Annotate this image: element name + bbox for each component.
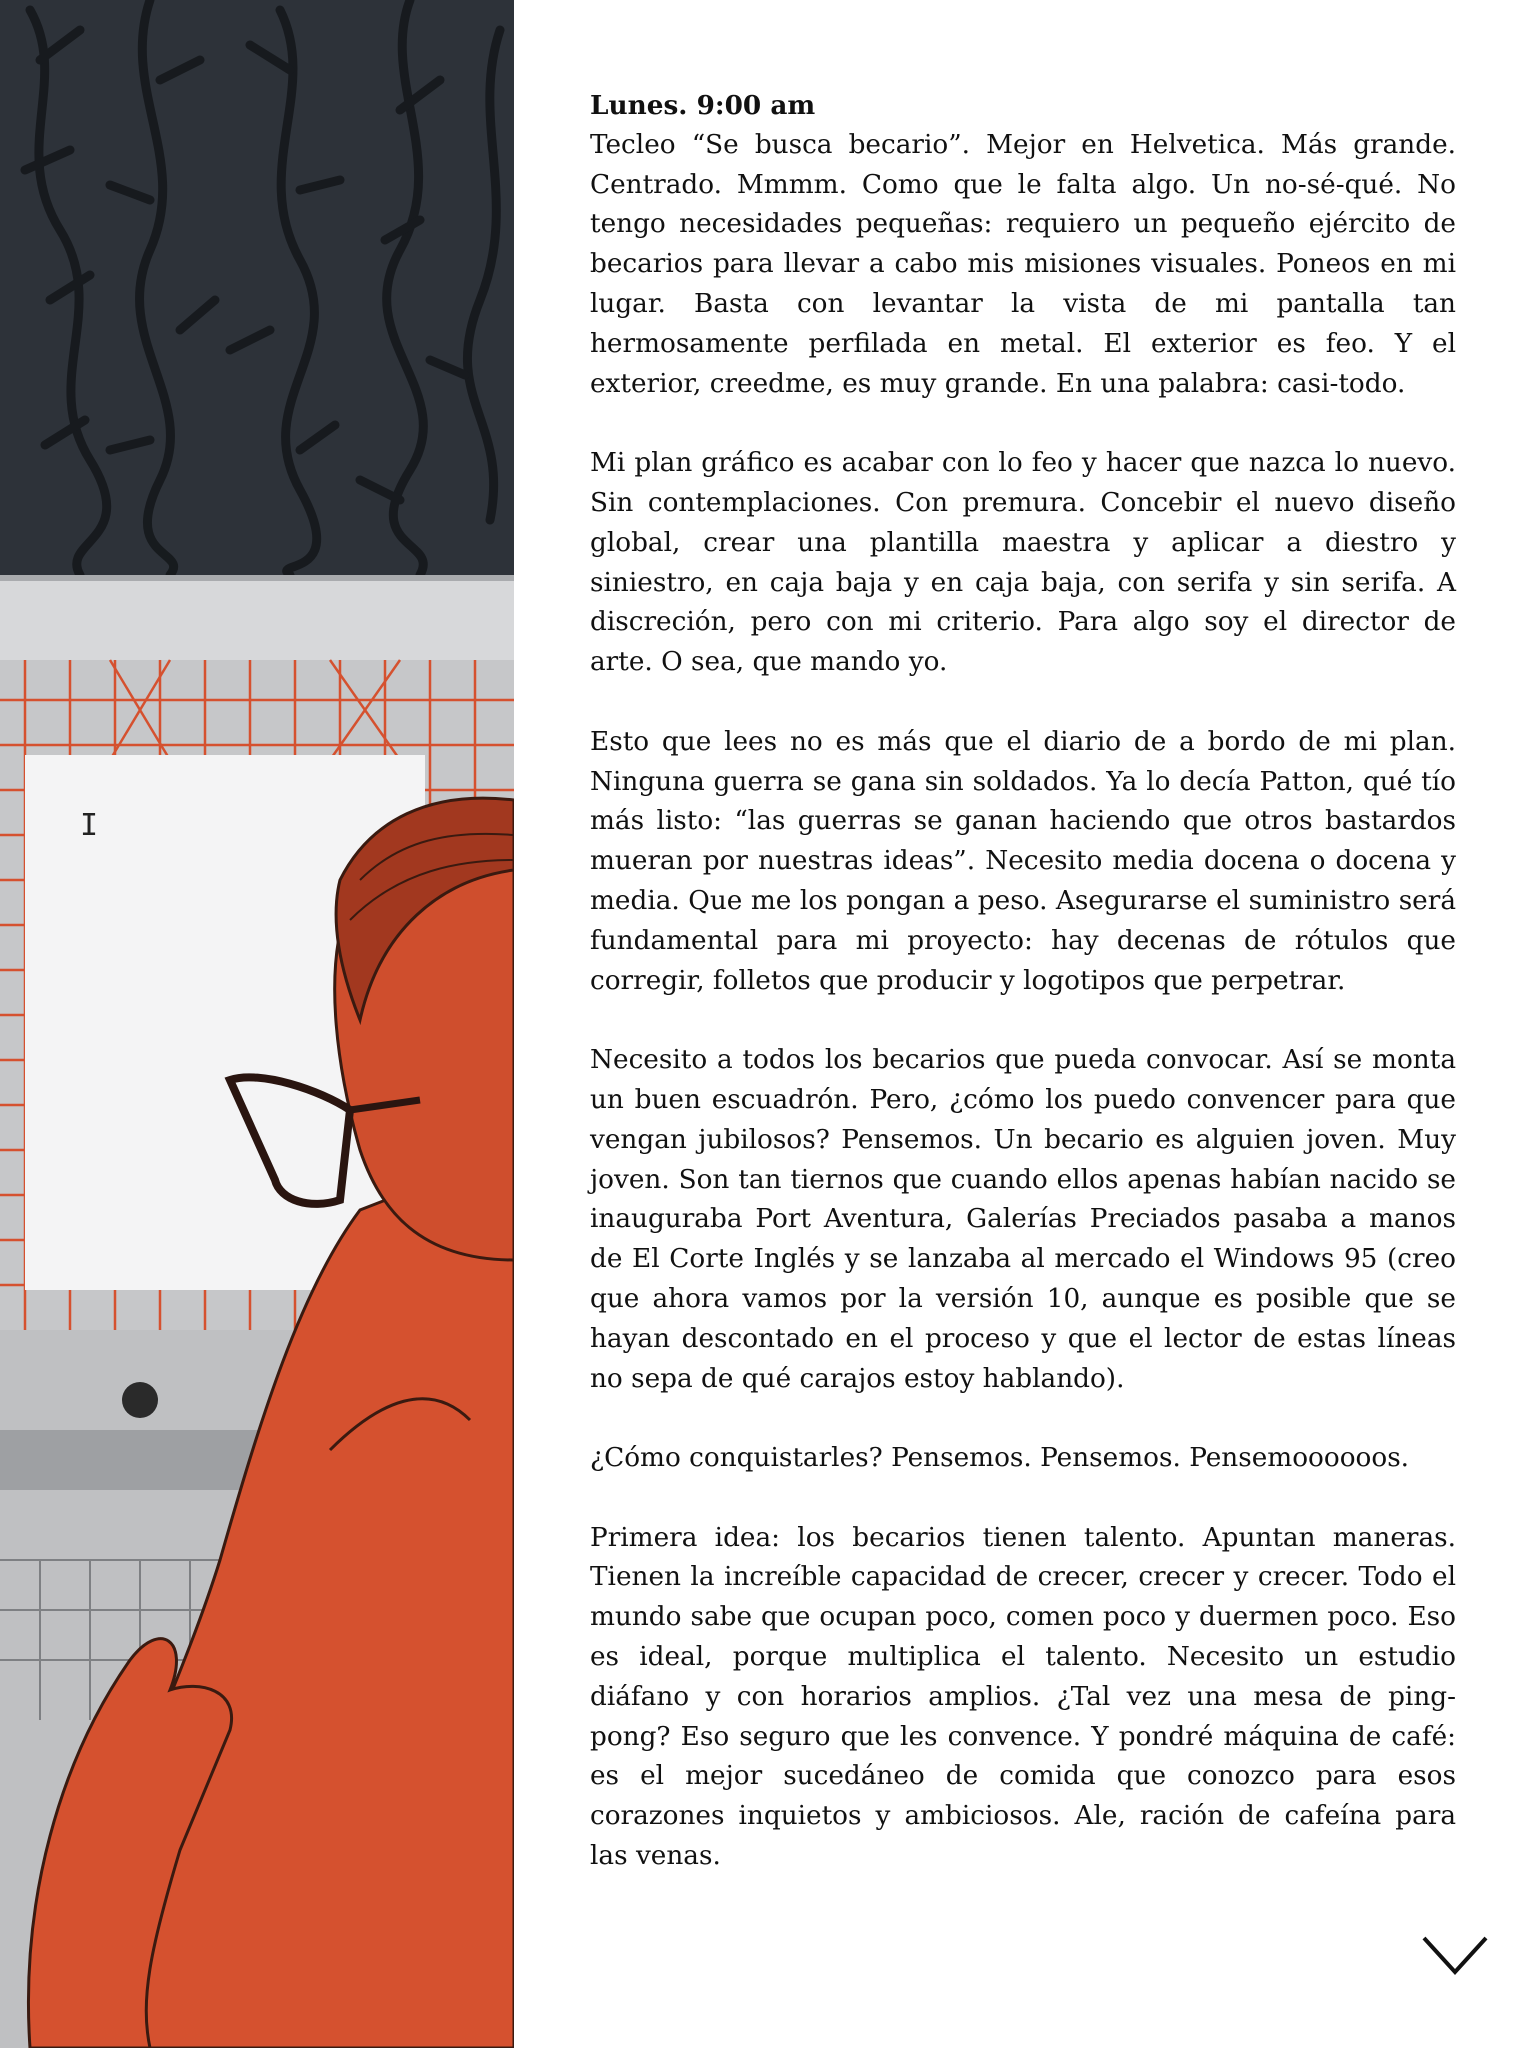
article-paragraph-2: Mi plan gráfico es acabar con lo feo y hacer que nazca lo nuevo. Sin contemplaciones. Con premura. Concebir el nuevo diseño global, crear una plantilla maestra y aplicar a diestro y siniestro, en caja baja y en caja baja, con serifa y sin serifa. A discreción, pero con mi criterio. Para algo soy el director de arte. O sea, que mando yo. (590, 448, 1456, 678)
article-paragraph-3: Esto que lees no es más que el diario de a bordo de mi plan. Ninguna guerra se gana sin soldados. Ya lo decía Patton, qué tío más listo: “las guerras se ganan haciendo que otros bastardos mueran por nuestras ideas”. Necesito media docena o docena y media. Que me los pongan a peso. Asegurarse el suministro será fundamental para mi proyecto: hay decenas de rótulos que corregir, folletos que producir y logotipos que perpetrar. (590, 726, 1456, 996)
article-body (590, 86, 1456, 1917)
paragraph-text: Tecleo “Se busca becario”. Mejor en Helvetica. Más grande. Centrado. Mmmm. Como que le falta algo. Un no-sé-qué. No tengo necesidades pequeñas: requiero un pequeño ejército de becarios para llevar a cabo mis misiones visuales. Poneos en mi lugar. Basta con levantar la vista de mi pantalla tan hermosamente perfilada en metal. El exterior es feo. Y el exterior, creedme, es muy grande. En una palabra: casi-todo. (590, 129, 1456, 399)
svg-text:I: I (80, 808, 99, 843)
article-paragraph-5: ¿Cómo conquistarles? Pensemos. Pensemos. Pensemoooooos. (590, 1443, 1410, 1474)
chevron-down-icon (1420, 1930, 1490, 1980)
article-heading: Lunes. 9:00 am (590, 90, 816, 121)
article-paragraph-1 (590, 86, 1456, 404)
article-paragraph-6: Primera idea: los becarios tienen talento. Apuntan maneras. Tienen la increíble capacidad de crecer, crecer y crecer. Todo el mundo sabe que ocupan poco, comen poco y duermen poco. Eso es ideal, porque multiplica el talento. Necesito un estudio diáfano y con horarios amplios. ¿Tal vez una mesa de ping-pong? Eso seguro que les convence. Y pondré máquina de café: es el mejor sucedáneo de comida que conozco para esos corazones inquietos y ambiciosos. Ale, ración de cafeína para las venas. (590, 1522, 1456, 1872)
next-page-button[interactable] (1420, 1930, 1490, 1980)
illustration-panel (0, 0, 514, 2048)
article-paragraph-4: Necesito a todos los becarios que pueda convocar. Así se monta un buen escuadrón. Pero, ¿cómo los puedo convencer para que vengan jubilosos? Pensemos. Un becario es alguien joven. Muy joven. Son tan tiernos que cuando ellos apenas habían nacido se inauguraba Port Aventura, Galerías Preciados pasaba a manos de El Corte Inglés y se lanzaba al mercado el Windows 95 (creo que ahora vamos por la versión 10, aunque es posible que se hayan descontado en el proceso y que el lector de estas líneas no sepa de qué carajos estoy hablando). (590, 1045, 1456, 1394)
